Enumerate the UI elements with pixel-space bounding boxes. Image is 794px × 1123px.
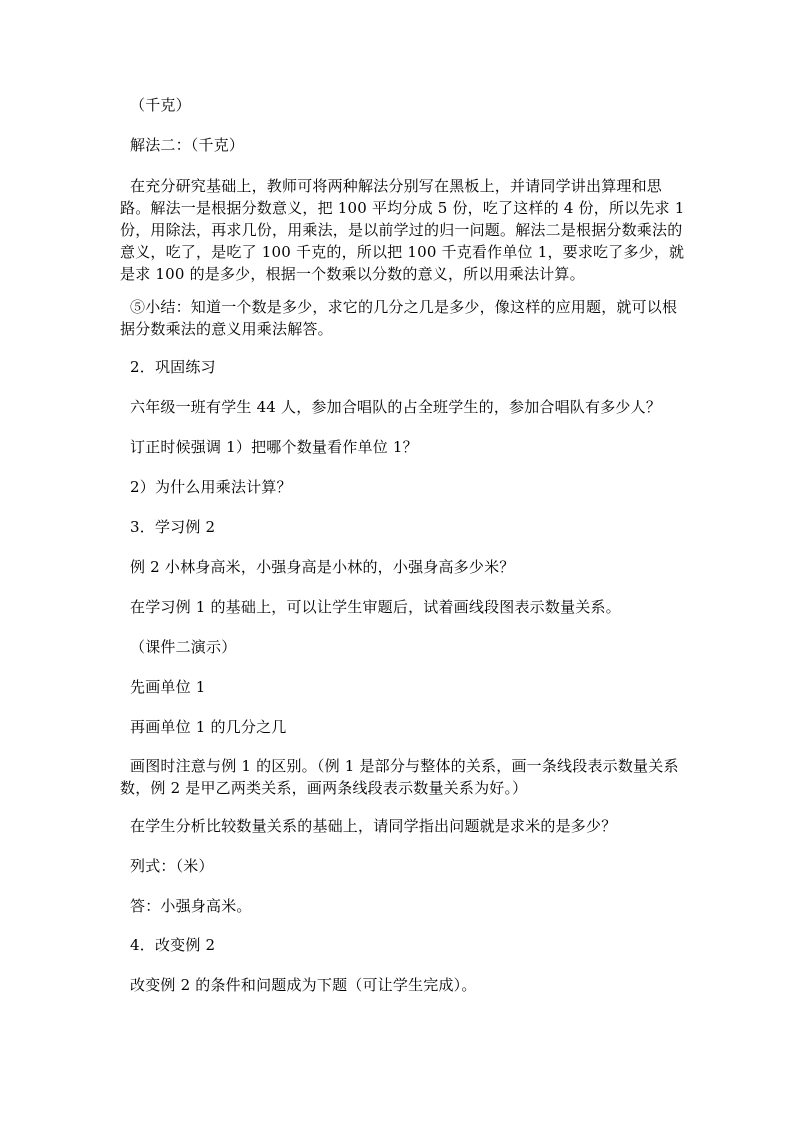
paragraph-courseware-demo: （课件二演示） [130, 638, 237, 656]
paragraph-analysis: 在充分研究基础上，教师可将两种解法分别写在黑板上，并请同学讲出算理和思路。解法一是根据分数意义，把 100 平均分成 5 份，吃了这样的 4 份，所以先求 1 份，用除法，再求几份，用乘法，是以前学过的归一问题。解法二是根据分数乘法的意义，吃了，是吃了 100 千克的，所以把 100 千克看作单位 1，要求吃了多少，就是求 100 的是多少，根据一个数乘以分数的意义，所以用乘法计算。 [120, 177, 685, 283]
paragraph-kilogram-1: （千克） [130, 96, 191, 114]
paragraph-correction-1: 订正时候强调 1）把哪个数量看作单位 1？ [130, 438, 418, 456]
paragraph-summary: ⑤小结：知道一个数是多少，求它的几分之几是多少，像这样的应用题，就可以根据分数乘法的意义用乘法解答。 [120, 298, 678, 338]
paragraph-example-2-question: 例 2 小林身高米，小强身高是小林的，小强身高多少米？ [130, 558, 515, 576]
paragraph-practice-question: 六年级一班有学生 44 人，参加合唱队的占全班学生的，参加合唱队有多少人？ [130, 398, 662, 416]
paragraph-practice-heading: 2．巩固练习 [130, 358, 216, 376]
paragraph-student-analysis: 在学生分析比较数量关系的基础上，请同学指出问题就是求米的是多少？ [130, 817, 617, 835]
paragraph-drawing-note: 画图时注意与例 1 的区别。（例 1 是部分与整体的关系，画一条线段表示数量关系数，例 2 是甲乙两类关系，画两条线段表示数量关系为好。） [120, 757, 679, 797]
paragraph-answer: 答：小强身高米。 [130, 897, 252, 915]
paragraph-correction-2: 2）为什么用乘法计算？ [130, 478, 292, 496]
paragraph-formula: 列式：（米） [130, 857, 214, 875]
paragraph-example-2-heading: 3．学习例 2 [130, 518, 216, 536]
paragraph-solution-two: 解法二：（千克） [130, 136, 245, 154]
paragraph-change-example-text: 改变例 2 的条件和问题成为下题（可让学生完成）。 [130, 976, 477, 994]
paragraph-draw-unit: 先画单位 1 [130, 678, 206, 696]
paragraph-draw-fraction: 再画单位 1 的几分之几 [130, 718, 287, 736]
paragraph-example-1-review: 在学习例 1 的基础上，可以让学生审题后，试着画线段图表示数量关系。 [130, 598, 621, 616]
paragraph-change-example-heading: 4．改变例 2 [130, 936, 216, 954]
